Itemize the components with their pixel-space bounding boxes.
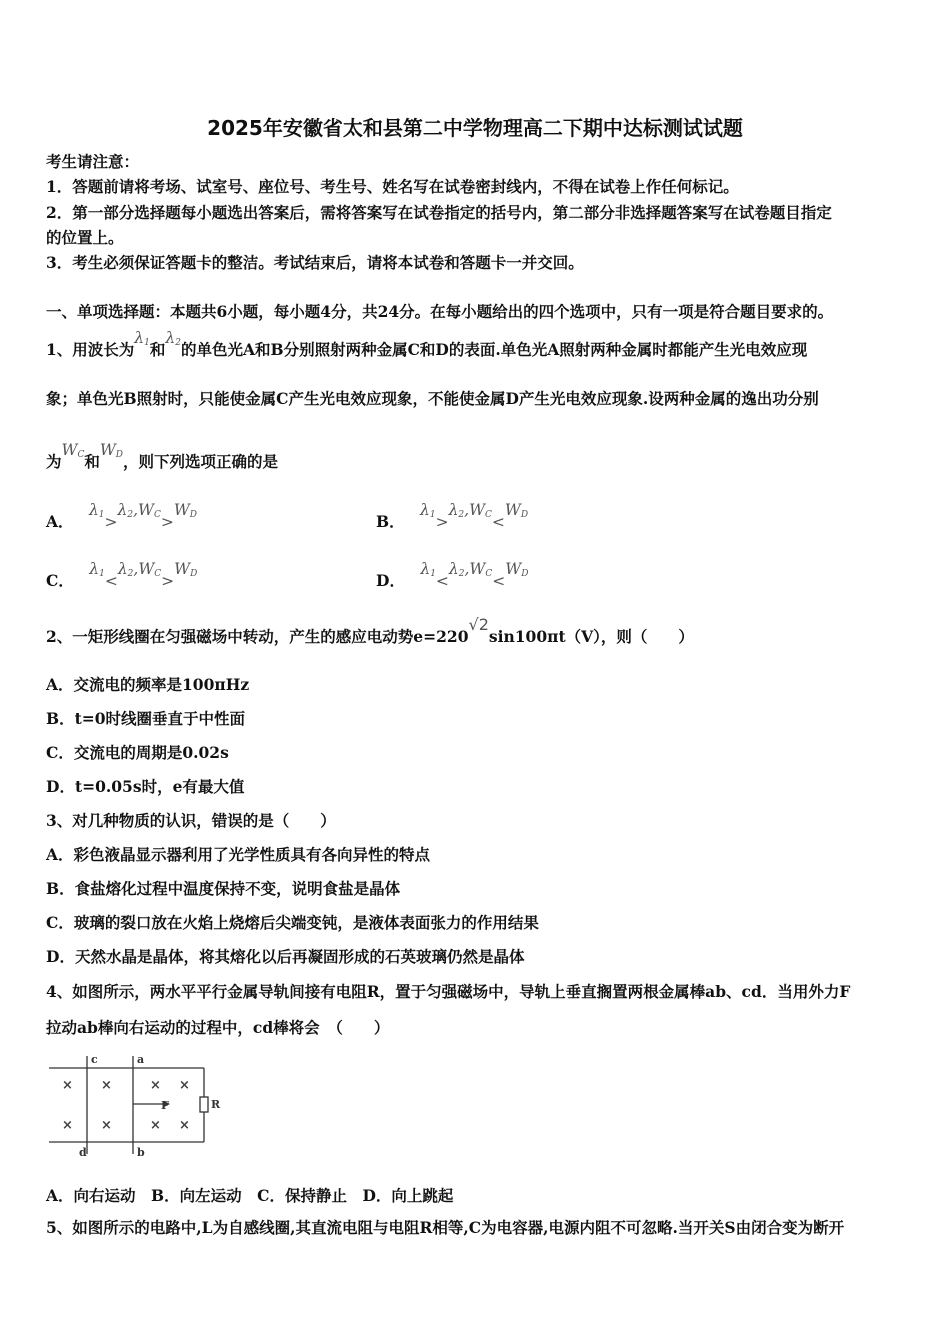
field-mark: ×: [62, 1118, 73, 1133]
notice-item-2: 2．第一部分选择题每小题选出答案后，需将答案写在试卷指定的括号内，第二部分非选择题答案写在试卷题目指定: [46, 203, 832, 222]
question-1-line-3: 为$W_C$和$W_D$，则下列选项正确的是: [46, 441, 279, 471]
question-1-line-2: 象；单色光B照射时，只能使金属C产生光电效应现象，不能使金属D产生光电效应现象.设两种金属的逸出功分别: [46, 389, 819, 408]
sqrt-2-symbol: √2: [468, 615, 489, 634]
q2-option-d[interactable]: D．t=0.05s时，e有最大值: [46, 777, 245, 796]
lambda-1-symbol: $\lambda_1$: [134, 329, 150, 348]
field-mark: ×: [101, 1118, 112, 1133]
label-d: d: [79, 1146, 87, 1159]
question-3-stem: 3、对几种物质的认识，错误的是（ ）: [46, 811, 336, 830]
question-4-stem-line-2: 拉动ab棒向右运动的过程中，cd棒将会 （ ）: [46, 1018, 390, 1037]
question-4-stem-line-1: 4、如图所示，两水平平行金属导轨间接有电阻R，置于匀强磁场中，导轨上垂直搁置两根金属棒ab、cd．当用外力F: [46, 982, 851, 1001]
q1-option-c[interactable]: C． $\lambda_1<\lambda_2,W_C>W_D$: [46, 560, 198, 590]
page-title: 2025年安徽省太和县第二中学物理高二下期中达标测试试题: [207, 116, 743, 140]
rail-circuit-figure: [46, 1052, 236, 1160]
field-mark: ×: [150, 1078, 161, 1093]
notice-header: 考生请注意：: [46, 152, 140, 171]
label-b: b: [137, 1146, 145, 1159]
label-a: a: [137, 1053, 145, 1066]
q1-option-d[interactable]: D． $\lambda_1<\lambda_2,W_C<W_D$: [376, 560, 529, 590]
q2-option-b[interactable]: B．t=0时线圈垂直于中性面: [46, 709, 246, 728]
q3-option-b[interactable]: B．食盐熔化过程中温度保持不变，说明食盐是晶体: [46, 879, 401, 898]
field-mark: ×: [62, 1078, 73, 1093]
notice-item-2-cont: 的位置上。: [46, 228, 124, 247]
section-heading: 一、单项选择题：本题共6小题，每小题4分，共24分。在每小题给出的四个选项中，只有一项是符合题目要求的。: [46, 302, 834, 321]
work-function-c: $W_C$: [61, 441, 85, 460]
field-mark: ×: [150, 1118, 161, 1133]
q3-option-c[interactable]: C．玻璃的裂口放在火焰上烧熔后尖端变钝，是液体表面张力的作用结果: [46, 913, 539, 932]
q1-option-b[interactable]: B． $\lambda_1>\lambda_2,W_C<W_D$: [376, 501, 529, 531]
question-5-stem: 5、如图所示的电路中,L为自感线圈,其直流电阻与电阻R相等,C为电容器,电源内阻不可忽略.当开关S由闭合变为断开: [46, 1218, 845, 1237]
q4-options[interactable]: A．向右运动 B．向左运动 C．保持静止 D．向上跳起: [46, 1186, 454, 1205]
work-function-d: $W_D$: [99, 441, 124, 460]
question-2-stem: 2、一矩形线圈在匀强磁场中转动，产生的感应电动势e=220√2sin100πt（V），则（ ）: [46, 615, 694, 646]
q3-option-a[interactable]: A．彩色液晶显示器利用了光学性质具有各向异性的特点: [46, 845, 431, 864]
notice-item-3: 3．考生必须保证答题卡的整洁。考试结束后，请将本试卷和答题卡一并交回。: [46, 253, 584, 272]
label-resistor-r: R: [211, 1098, 221, 1111]
question-1-line-1: 1、用波长为$\lambda_1$和$\lambda_2$的单色光A和B分别照射两种金属C和D的表面.单色光A照射两种金属时都能产生光电效应现: [46, 329, 808, 359]
q2-option-c[interactable]: C．交流电的周期是0.02s: [46, 743, 229, 762]
field-mark: ×: [179, 1078, 190, 1093]
label-c: c: [91, 1053, 98, 1066]
field-mark: ×: [101, 1078, 112, 1093]
q3-option-d[interactable]: D．天然水晶是晶体，将其熔化以后再凝固形成的石英玻璃仍然是晶体: [46, 947, 525, 966]
field-mark: ×: [179, 1118, 190, 1133]
notice-item-1: 1．答题前请将考场、试室号、座位号、考生号、姓名写在试卷密封线内，不得在试卷上作任何标记。: [46, 177, 739, 196]
label-force-f: F: [161, 1099, 169, 1112]
lambda-2-symbol: $\lambda_2$: [165, 329, 181, 348]
q1-option-a[interactable]: A． $\lambda_1>\lambda_2,W_C>W_D$: [46, 501, 197, 531]
q2-option-a[interactable]: A．交流电的频率是100πHz: [46, 675, 250, 694]
